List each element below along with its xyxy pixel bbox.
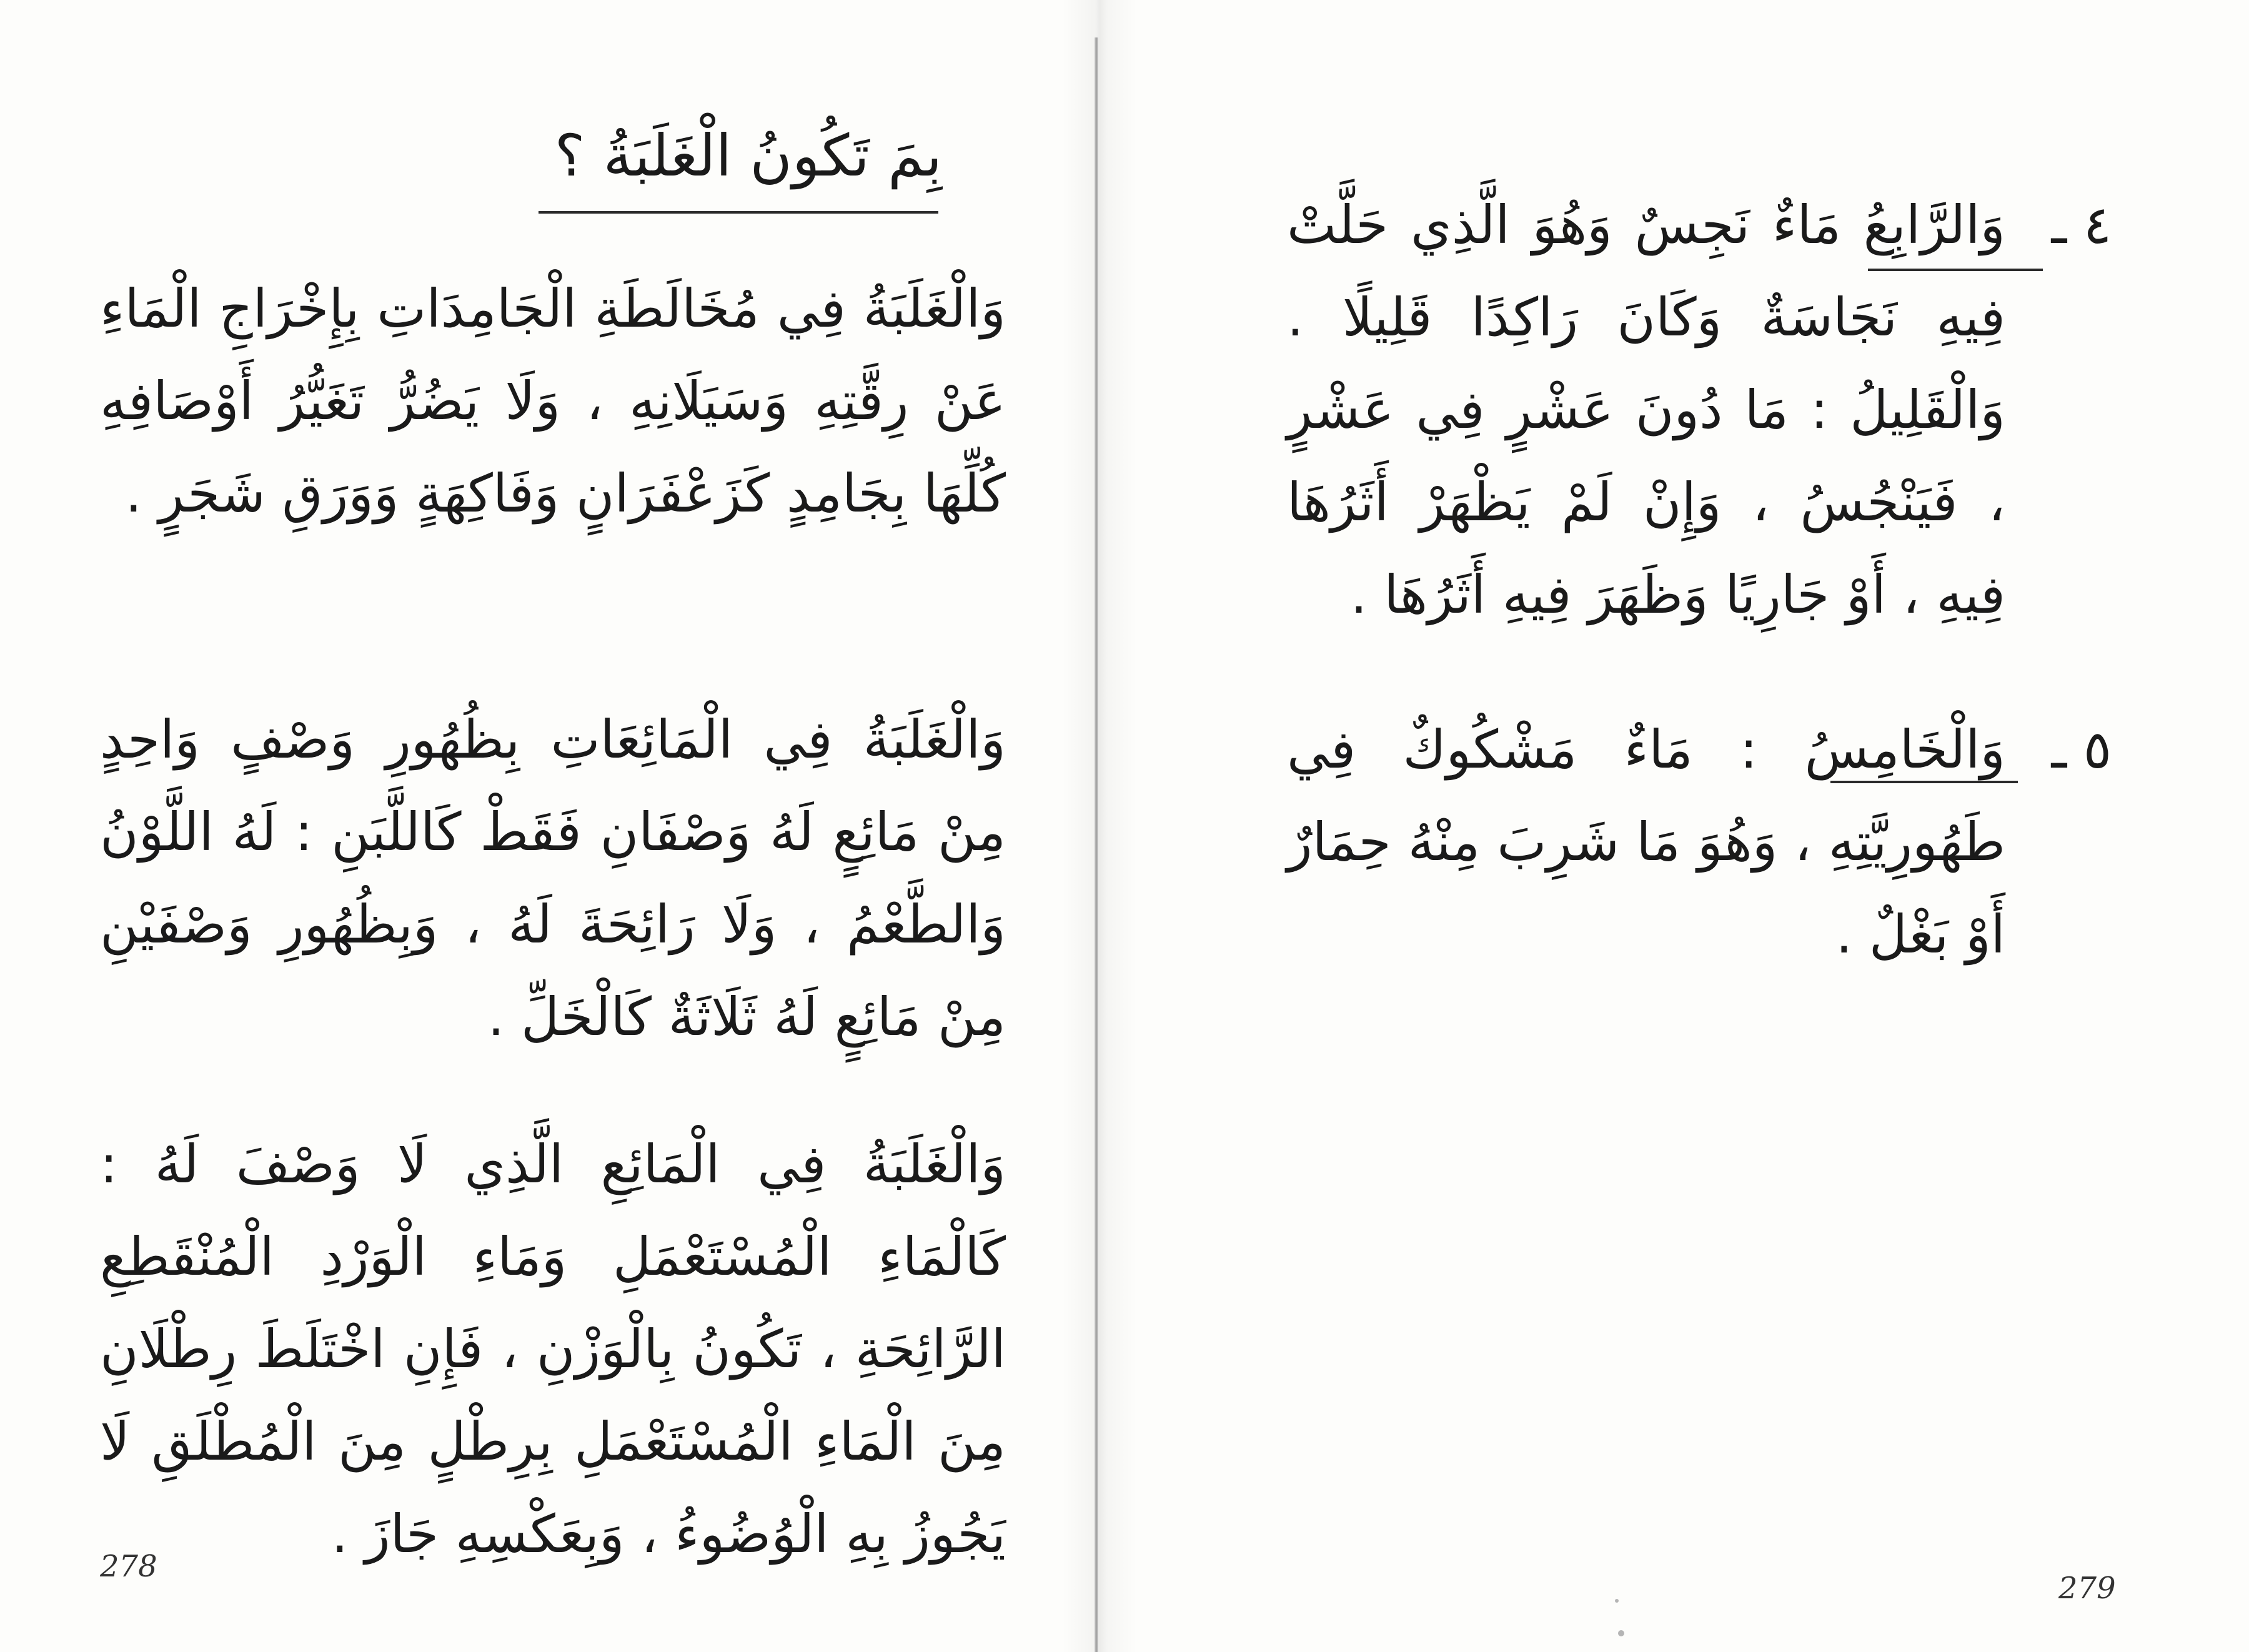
item-4-underline [1868, 269, 2043, 271]
item-text-5: وَالْخَامِسُ : مَاءٌ مَشْكُوكٌ فِي طَهُورِيَّتِهِ ، وَهُوَ مَا شَرِبَ مِنْهُ حِمَارٌ أَوْ بَغْلٌ . [1287, 719, 2005, 965]
left-page [0, 0, 1100, 1652]
paragraph-no-attribute-liquid: وَالْغَلَبَةُ فِي الْمَائِعِ الَّذِي لَا وَصْفَ لَهُ : كَالْمَاءِ الْمُسْتَعْمَلِ وَمَاءِ الْوَرْدِ الْمُنْقَطِعِ الرَّائِحَةِ ، تَكُونُ بِالْوَزْنِ ، فَإِنِ اخْتَلَطَ رِطْلَانِ مِنَ الْمَاءِ الْمُسْتَعْمَلِ بِرِطْلٍ مِنَ الْمُطْلَقِ لَا يَجُوزُ بِهِ الْوُضُوءُ ، وَبِعَكْسِهِ جَازَ . [100, 1134, 1006, 1565]
item-number-5: ٥ ـ [2051, 719, 2112, 780]
item-text-4: وَالرَّابِعُ مَاءٌ نَجِسٌ وَهُوَ الَّذِي حَلَّتْ فِيهِ نَجَاسَةٌ وَكَانَ رَاكِدًا قَلِيلًا . وَالْقَلِيلُ : مَا دُونَ عَشْرٍ فِي عَشْرٍ ، فَيَنْجُسُ ، وَإِنْ لَمْ يَظْهَرْ أَثَرُهَا فِيهِ ، أَوْ جَارِيًا وَظَهَرَ فِيهِ أَثَرُهَا . [1287, 194, 2005, 625]
section-heading: بِمَ تَكُونُ الْغَلَبَةُ ؟ [554, 122, 942, 189]
item-5-underline [1830, 781, 2018, 783]
paper-speck [1618, 1630, 1624, 1636]
paragraph-liquids: وَالْغَلَبَةُ فِي الْمَائِعَاتِ بِظُهُورِ وَصْفٍ وَاحِدٍ مِنْ مَائِعٍ لَهُ وَصْفَانِ فَقَطْ كَاللَّبَنِ : لَهُ اللَّوْنُ وَالطَّعْمُ ، وَلَا رَائِحَةَ لَهُ ، وَبِظُهُورِ وَصْفَيْنِ مِنْ مَائِعٍ لَهُ ثَلَاثَةٌ كَالْخَلِّ . [100, 709, 1006, 1047]
page-number-right: 279 [2058, 1571, 2116, 1606]
heading-underline [539, 211, 938, 214]
item-number-4: ٤ ـ [2051, 194, 2112, 255]
page-number-left: 278 [100, 1549, 157, 1584]
paper-speck [1615, 1599, 1619, 1603]
paragraph-solids: وَالْغَلَبَةُ فِي مُخَالَطَةِ الْجَامِدَاتِ بِإِخْرَاجِ الْمَاءِ عَنْ رِقَّتِهِ وَسَيَلَانِهِ ، وَلَا يَضُرُّ تَغَيُّرُ أَوْصَافِهِ كُلِّهَا بِجَامِدٍ كَزَعْفَرَانٍ وَفَاكِهَةٍ وَوَرَقِ شَجَرٍ . [100, 278, 1006, 524]
